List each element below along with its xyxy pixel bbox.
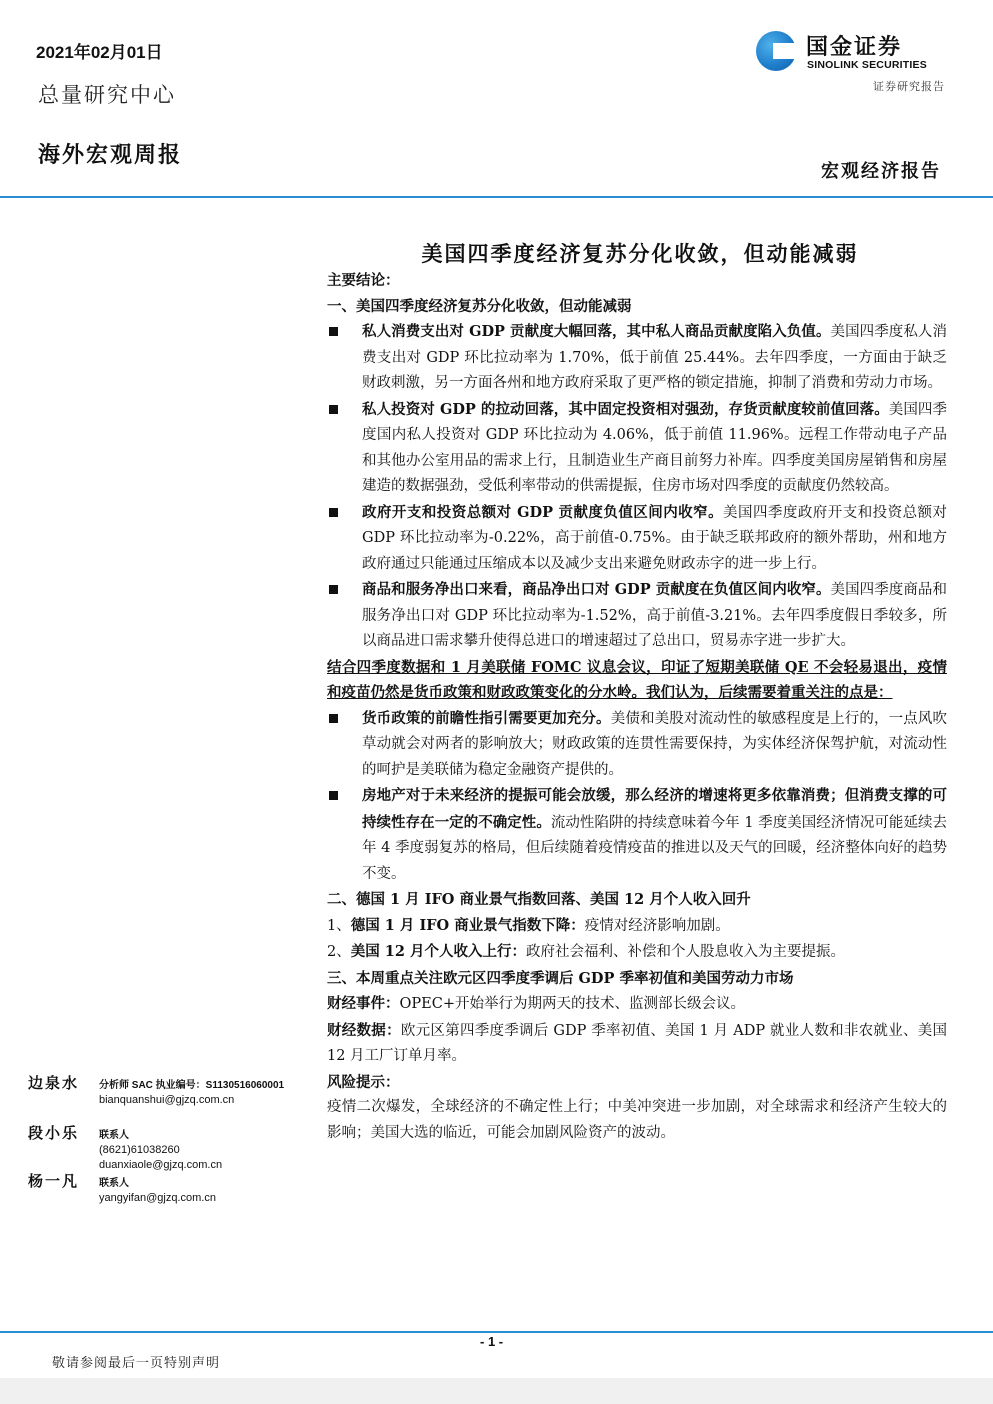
item-number: 2、 — [327, 944, 351, 960]
analyst-name: 杨一凡 — [28, 1172, 80, 1190]
analyst-email[interactable]: bianquanshui@gjzq.com.cn — [99, 1094, 235, 1106]
analyst-role: 联系人 — [99, 1178, 129, 1189]
bullet-bold-lead: 货币政策的前瞻性指引需要更加充分。 — [362, 709, 611, 727]
analyst-phone: (8621)61038260 — [99, 1144, 180, 1156]
finance-events-label: 财经事件： — [327, 995, 400, 1012]
list-item — [327, 397, 947, 500]
item-text: 疫情对经济影响加剧。 — [584, 917, 730, 934]
finance-events-text: OPEC+开始举行为期两天的技术、监测部长级会议。 — [399, 996, 745, 1012]
analyst-role: 联系人 — [99, 1130, 129, 1141]
main-conclusion-label: 主要结论： — [327, 272, 400, 289]
analyst-name: 边泉水 — [28, 1074, 80, 1092]
report-category: 宏观经济报告 — [821, 161, 941, 182]
department-name: 总量研究中心 — [38, 83, 176, 107]
report-date: 2021年02月01日 — [36, 43, 163, 62]
logo-chinese-name: 国金证券 — [806, 34, 903, 59]
analyst-info — [99, 1078, 284, 1108]
list-item — [327, 706, 947, 784]
bullet-square-icon — [329, 327, 338, 336]
bullet-square-icon — [329, 791, 338, 800]
section-1-bullets — [327, 319, 947, 655]
list-item — [327, 577, 947, 655]
footer-divider — [0, 1331, 993, 1333]
list-item — [327, 500, 947, 578]
bullet-text: 美国四季度国内私人投资对 GDP 环比拉动为 4.06%，低于前值 11.96%。远程工作带动电子产品和其他办公室用品的需求上行，且制造业生产商目前努力补库。四季度美国房屋销售和房屋建造的数据强劲，受低利率带动的供需提振，住房市场对四季度的贡献度仍然较高。 — [362, 401, 947, 494]
fomc-summary-paragraph: 结合四季度数据和 1 月美联储 FOMC 议息会议，印证了短期美联储 QE 不会轻易退出，疫情和疫苗仍然是货币政策和财政政策变化的分水岭。我们认为，后续需要着重关注的点是： — [327, 658, 947, 701]
bullet-square-icon — [329, 585, 338, 594]
analyst-entry — [28, 1170, 318, 1220]
bullet-bold-lead: 房地产对于未来经济的提振可能会放缓，那么经济的增速将更多依靠消费；但消费支撑的可持续性存在一定的不确定性。 — [362, 787, 947, 831]
analyst-email[interactable]: yangyifan@gjzq.com.cn — [99, 1192, 216, 1204]
analyst-email[interactable]: duanxiaole@gjzq.com.cn — [99, 1159, 223, 1171]
analyst-entry — [28, 1122, 318, 1170]
analyst-info — [99, 1128, 222, 1173]
section-2-item — [327, 913, 947, 940]
main-content — [327, 268, 947, 1146]
bullet-square-icon — [329, 508, 338, 517]
list-item — [327, 783, 947, 887]
disclaimer-note: 敬请参阅最后一页特别声明 — [52, 1356, 221, 1371]
section-2-heading: 二、德国 1 月 IFO 商业景气指数回落、美国 12 月个人收入回升 — [327, 891, 751, 908]
bullet-text: 流动性陷阱的持续意味着今年 1 季度美国经济情况可能延续去年 4 季度弱复苏的格局，但后续随着疫情疫苗的推进以及天气的回暖，经济整体向好的趋势不变。 — [362, 814, 947, 882]
section-2-item — [327, 939, 947, 966]
analyst-name: 段小乐 — [28, 1124, 80, 1142]
bullet-bold-lead: 私人消费支出对 GDP 贡献度大幅回落，其中私人商品贡献度陷入负值。 — [362, 323, 831, 340]
section-3-heading: 三、本周重点关注欧元区四季度季调后 GDP 季率初值和美国劳动力市场 — [327, 969, 794, 987]
bullet-square-icon — [329, 714, 338, 723]
finance-data-text: 欧元区第四季度季调后 GDP 季率初值、美国 1 月 ADP 就业人数和非农就业、美国 12 月工厂订单月率。 — [327, 1022, 948, 1064]
analyst-info — [99, 1176, 216, 1206]
item-text: 政府社会福利、补偿和个人股息收入为主要提振。 — [526, 944, 846, 960]
report-type-tag: 证券研究报告 — [873, 80, 945, 93]
analyst-entry — [28, 1072, 318, 1122]
bullet-bold-lead: 商品和服务净出口来看，商品净出口对 GDP 贡献度在负值区间内收窄。 — [362, 581, 831, 598]
bullet-text: 美国四季度政府开支和投资总额对 GDP 环比拉动率为-0.22%，高于前值-0.75%。由于缺乏联邦政府的额外帮助，州和地方政府通过只能通过压缩成本以及减少支出来避免财政赤字的进一步上行。 — [362, 504, 947, 572]
bullet-square-icon — [329, 405, 338, 414]
report-title: 美国四季度经济复苏分化收敛，但动能减弱 — [421, 241, 859, 266]
bullet-text: 美国四季度商品和服务净出口对 GDP 环比拉动率为-1.52%，高于前值-3.21%。去年四季度假日季较多，所以商品进口需求攀升使得总进口的增速超过了总出口，贸易赤字进一步扩大。 — [362, 582, 947, 649]
company-logo — [756, 31, 946, 79]
item-bold-lead: 德国 1 月 IFO 商业景气指数下降： — [350, 916, 585, 934]
focus-points-bullets — [327, 706, 947, 888]
page-bottom-band — [0, 1378, 993, 1404]
bullet-bold-lead: 政府开支和投资总额对 GDP 贡献度负值区间内收窄。 — [362, 503, 724, 521]
finance-data-label: 财经数据： — [327, 1021, 401, 1039]
bullet-text: 美债和美股对流动性的敏感程度是上行的，一点风吹草动就会对两者的影响放大；财政政策的连贯性需要保持，为实体经济保驾护航，对流动性的呵护是美联储为稳定金融资产提供的。 — [362, 710, 948, 778]
finance-data — [327, 1018, 947, 1070]
section-1-heading: 一、美国四季度经济复苏分化收敛，但动能减弱 — [327, 297, 632, 315]
analyst-role: 分析师 SAC 执业编号：S1130516060001 — [99, 1080, 285, 1091]
header-divider — [0, 196, 993, 198]
logo-mark-icon — [756, 31, 796, 71]
page-number: - 1 - — [480, 1334, 504, 1349]
bullet-bold-lead: 私人投资对 GDP 的拉动回落，其中固定投资相对强劲，存货贡献度较前值回落。 — [362, 400, 889, 418]
item-number: 1、 — [327, 917, 351, 934]
bullet-text: 美国四季度私人消费支出对 GDP 环比拉动率为 1.70%，低于前值 25.44%。去年四季度，一方面由于缺乏财政刺激，另一方面各州和地方政府采取了更严格的锁定措施，抑制了消费和劳动力市场。 — [362, 324, 947, 391]
risk-text: 疫情二次爆发，全球经济的不确定性上行；中美冲突进一步加剧，对全球需求和经济产生较大的影响；美国大选的临近，可能会加剧风险资产的波动。 — [327, 1099, 947, 1141]
logo-english-name: SINOLINK SECURITIES — [807, 59, 927, 71]
report-series-name: 海外宏观周报 — [38, 142, 183, 168]
item-bold-lead: 美国 12 月个人收入上行： — [350, 943, 527, 960]
finance-events — [327, 991, 947, 1018]
list-item — [327, 319, 947, 397]
analyst-list — [28, 1072, 318, 1220]
risk-label: 风险提示： — [327, 1073, 400, 1091]
